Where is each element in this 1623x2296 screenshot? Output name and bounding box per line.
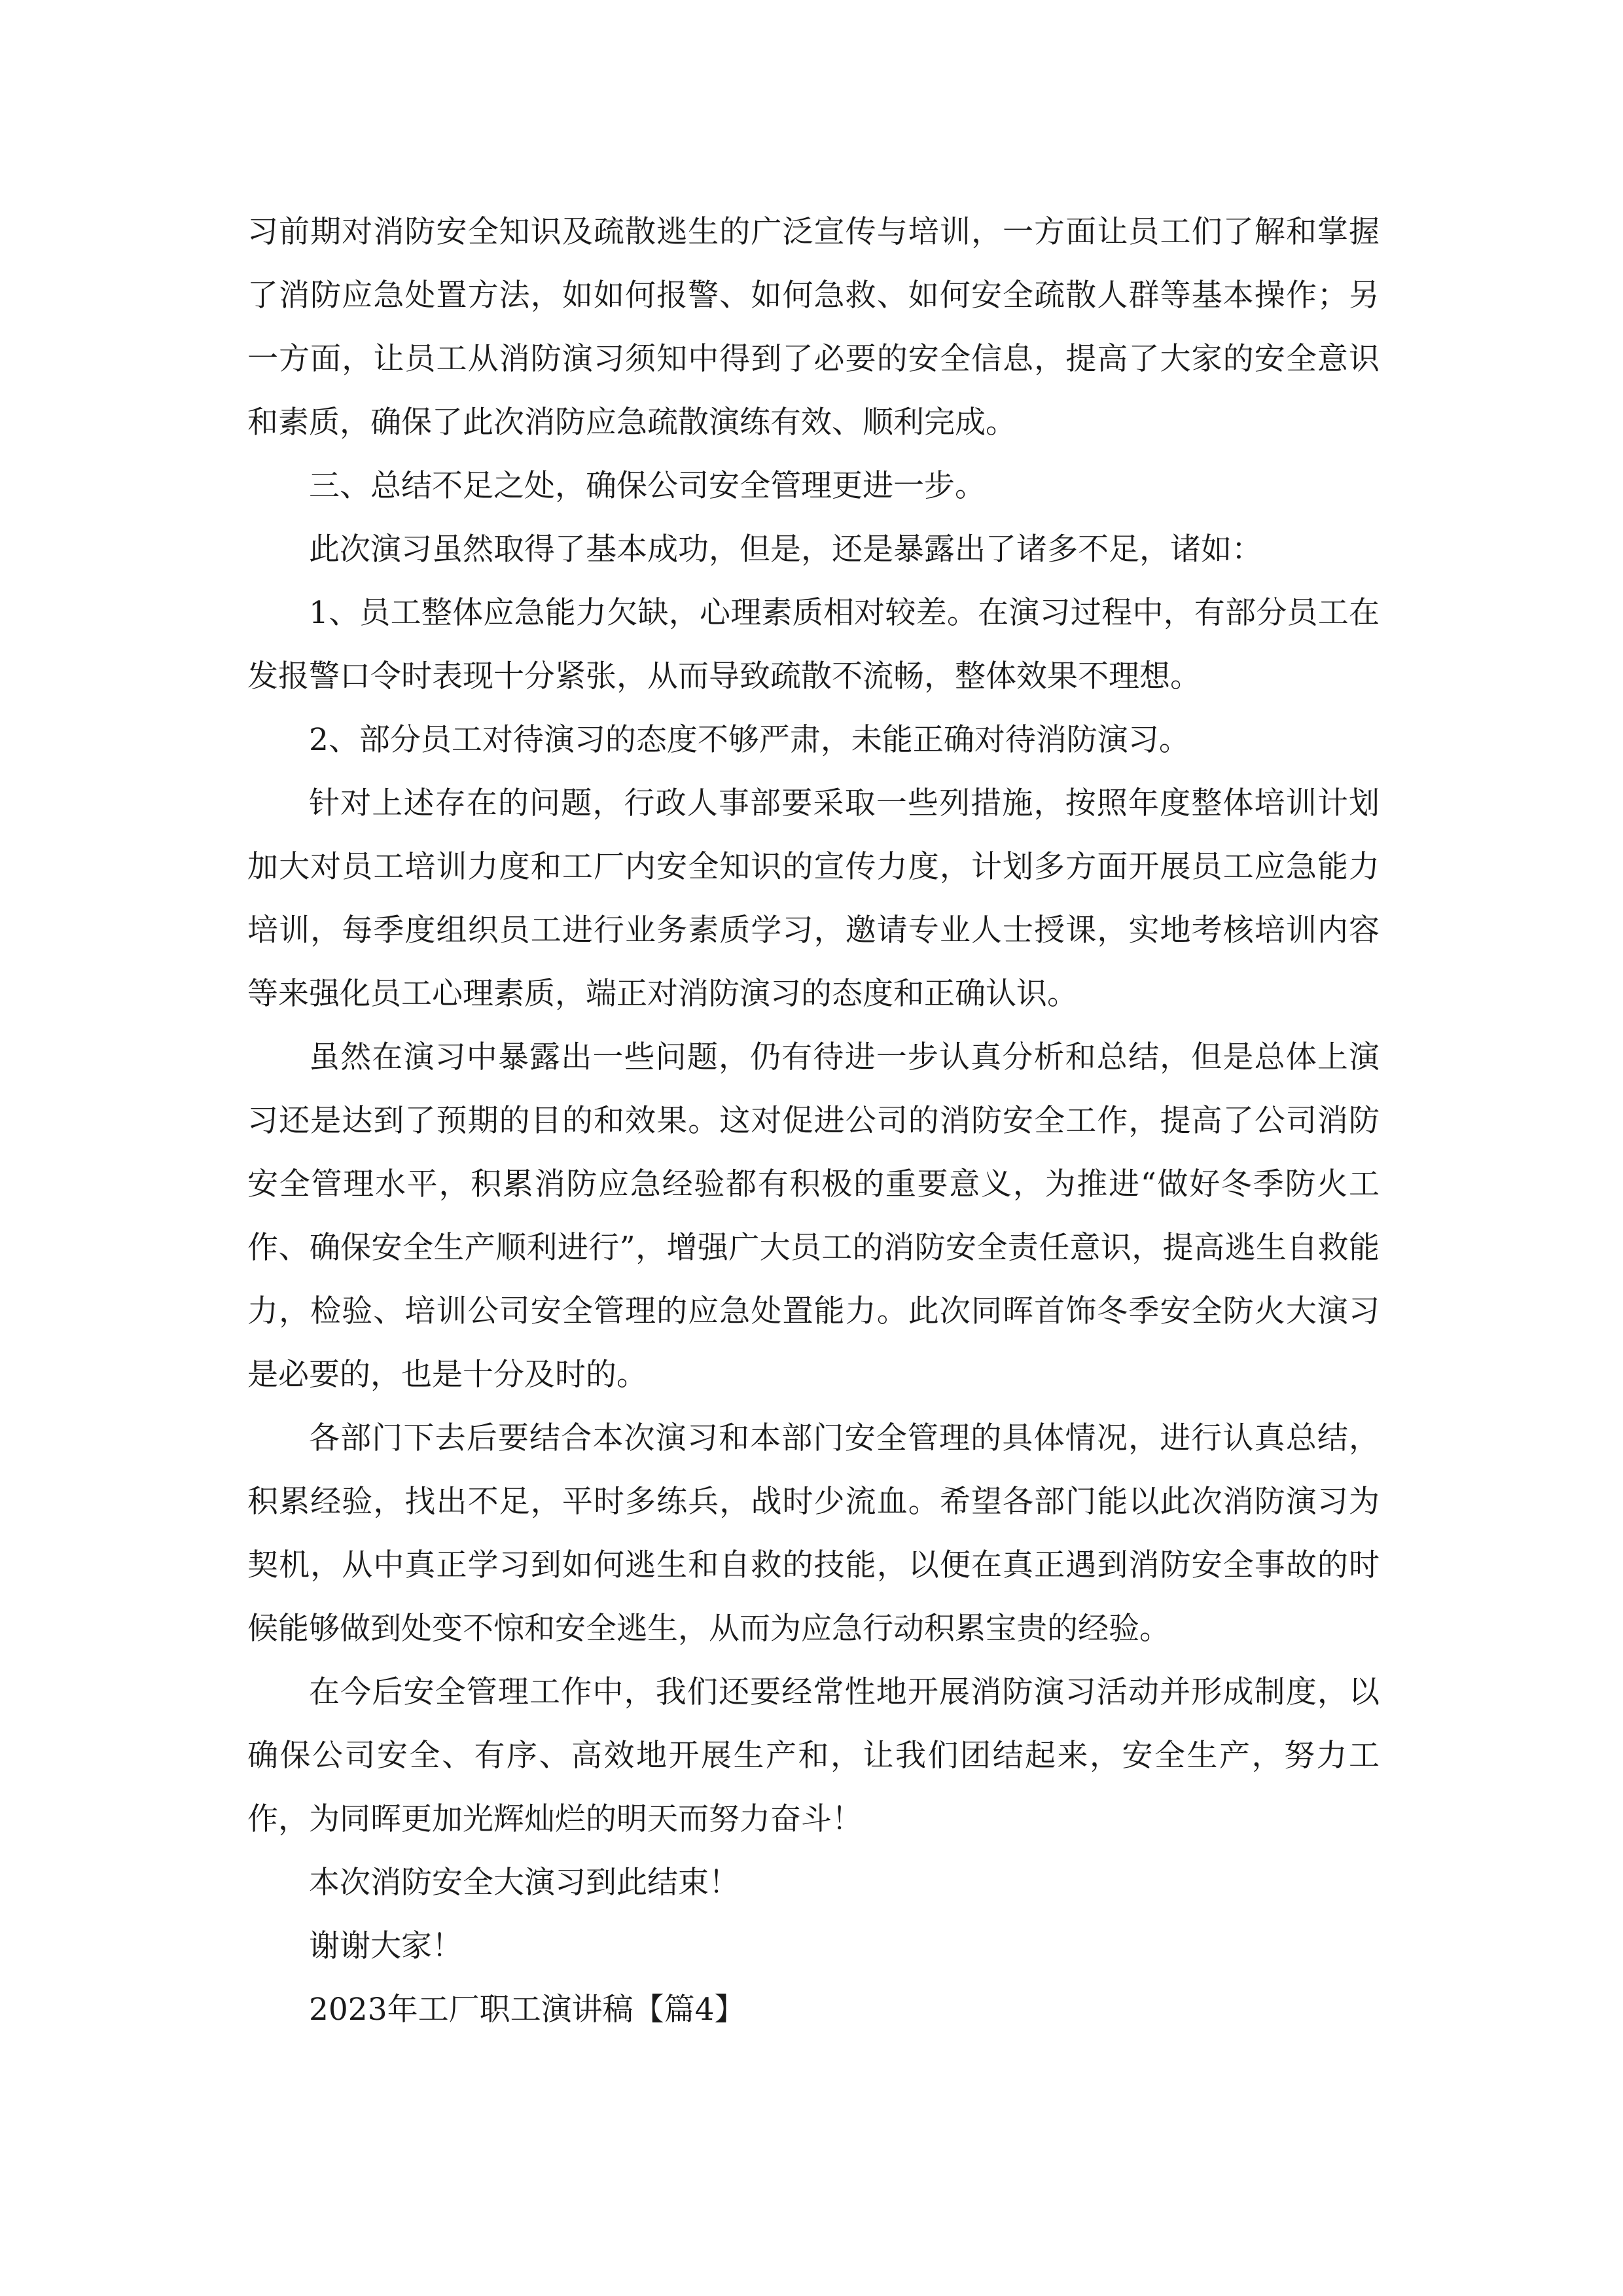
- paragraph-shortcomings-intro: 此次演习虽然取得了基本成功，但是，还是暴露出了诸多不足，诸如：: [309, 531, 1262, 567]
- section-heading-3: 三、总结不足之处，确保公司安全管理更进一步。: [309, 468, 986, 504]
- paragraph-future-work: 在今后安全管理工作中，我们还要经常性地开展消防演习活动并形成制度，以确保公司安全、有序、高效地开展生产和，让我们团结起来，安全生产，努力工作，为同晖更加光辉灿烂的明天而努力奋斗！: [247, 1674, 1380, 1837]
- document-page: [247, 200, 1380, 2041]
- paragraph-measures: 针对上述存在的问题，行政人事部要采取一些列措施，按照年度整体培训计划加大对员工培训力度和工厂内安全知识的宣传力度，计划多方面开展员工应急能力培训，每季度组织员工进行业务素质学习，邀请专业人士授课，实地考核培训内容等来强化员工心理素质，端正对消防演习的态度和正确认识。: [247, 785, 1380, 1012]
- paragraph-department-summary: 各部门下去后要结合本次演习和本部门安全管理的具体情况，进行认真总结，积累经验，找出不足，平时多练兵，战时少流血。希望各部门能以此次消防演习为契机，从中真正学习到如何逃生和自救的技能，以便在真正遇到消防安全事故的时候能够做到处变不惊和安全逃生，从而为应急行动积累宝贵的经验。: [247, 1420, 1380, 1647]
- paragraph-overall-evaluation: 虽然在演习中暴露出一些问题，仍有待进一步认真分析和总结，但是总体上演习还是达到了预期的目的和效果。这对促进公司的消防安全工作，提高了公司消防安全管理水平，积累消防应急经验都有积极的重要意义，为推进“做好冬季防火工作、确保安全生产顺利进行”，增强广大员工的消防安全责任意识，提高逃生自救能力，检验、培训公司安全管理的应急处置能力。此次同晖首饰冬季安全防火大演习是必要的，也是十分及时的。: [247, 1039, 1380, 1393]
- paragraph-thanks: 谢谢大家！: [309, 1928, 463, 1964]
- list-item-1: 1、员工整体应急能力欠缺，心理素质相对较差。在演习过程中，有部分员工在发报警口令时表现十分紧张，从而导致疏散不流畅，整体效果不理想。: [247, 595, 1380, 694]
- paragraph-closing: 本次消防安全大演习到此结束！: [309, 1865, 740, 1901]
- next-section-title: 2023年工厂职工演讲稿【篇4】: [309, 1992, 745, 2028]
- paragraph-continuation: 习前期对消防安全知识及疏散逃生的广泛宣传与培训，一方面让员工们了解和掌握了消防应急处置方法，如如何报警、如何急救、如何安全疏散人群等基本操作；另一方面，让员工从消防演习须知中得到了必要的安全信息，提高了大家的安全意识和素质，确保了此次消防应急疏散演练有效、顺利完成。: [247, 214, 1380, 440]
- list-item-2: 2、部分员工对待演习的态度不够严肃，未能正确对待消防演习。: [309, 722, 1190, 758]
